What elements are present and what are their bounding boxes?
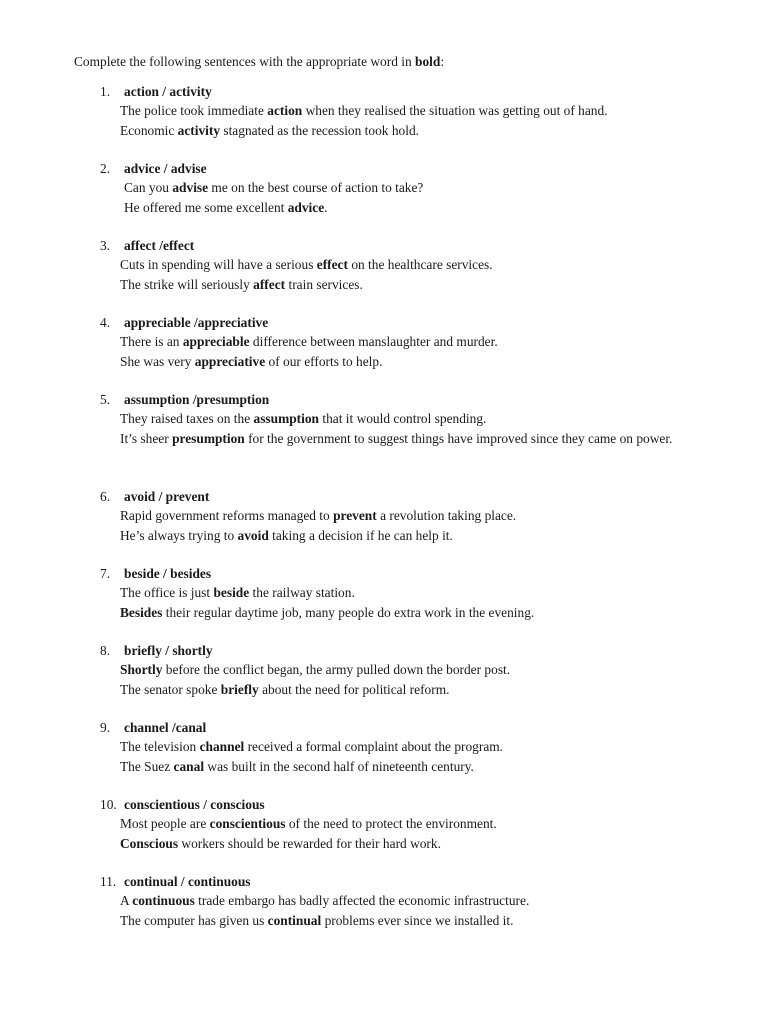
example-sentence [100,680,720,699]
example-sentence [100,409,720,428]
item-number: 4. [100,315,111,330]
sentence-text: The computer has given us [120,912,268,928]
sentence-text: The Suez [120,758,174,774]
item-heading-words: continual / continuous [124,874,251,889]
instruction-before: Complete the following sentences with the appropriate word in [74,54,416,69]
sentence-answer-word: effect [316,257,348,273]
item-heading-words: channel /canal [124,720,207,735]
sentence-text: A [120,893,133,909]
example-sentence [100,814,720,833]
sentence-answer-word: Shortly [120,662,163,678]
item-heading-words: appreciable /appreciative [124,315,269,330]
sentence-text: workers should be rewarded for their hard work. [178,835,441,851]
item-heading-words: assumption /presumption [124,392,270,407]
sentence-text: They raised taxes on the [120,411,254,427]
exercise-item-4 [100,313,720,371]
item-heading-words: beside / besides [124,566,212,581]
sentence-answer-word: affect [253,276,286,292]
sentence-answer-word: assumption [253,411,319,427]
item-number: 9. [100,720,111,735]
item-heading [100,718,720,737]
item-heading-words: advice / advise [124,161,207,176]
sentence-text: There is an [120,334,183,350]
item-heading [100,487,720,506]
sentence-text: a revolution taking place. [376,508,517,524]
item-number: 6. [100,489,111,504]
sentence-answer-word: Conscious [120,835,179,851]
sentence-answer-word: continual [267,912,322,928]
sentence-answer-word: Besides [120,604,163,620]
sentence-text: the railway station. [249,585,355,601]
sentence-text: when they realised the situation was getting out of hand. [302,103,608,119]
example-sentence [100,178,720,197]
exercise-item-9 [100,718,720,776]
sentence-answer-word: beside [213,585,250,601]
sentence-text: received a formal complaint about the program. [244,739,504,755]
exercise-item-5 [100,390,720,448]
sentence-text: Rapid government reforms managed to [120,508,334,524]
item-number: 8. [100,643,111,658]
sentence-answer-word: channel [199,739,245,755]
sentence-text: stagnated as the recession took hold. [220,122,419,138]
exercise-item-2 [100,159,720,217]
exercise-item-11 [100,872,720,930]
example-sentence [100,526,720,545]
instruction-bold: bold [415,54,441,69]
item-heading [100,564,720,583]
example-sentence [100,332,720,351]
item-heading [100,159,720,178]
sentence-text: their regular daytime job, many people do extra work in the evening. [162,604,535,620]
sentence-answer-word: continuous [132,893,195,909]
sentence-text: trade embargo has badly affected the economic infrastructure. [194,893,530,909]
exercise-item-1 [100,82,720,140]
sentence-answer-word: advise [172,180,209,196]
sentence-text: taking a decision if he can help it. [268,527,453,543]
sentence-text: The senator spoke [120,681,221,697]
sentence-text: The strike will seriously [120,276,254,292]
item-number: 3. [100,238,111,253]
item-heading-words: affect /effect [124,238,195,253]
exercise-item-8 [100,641,720,699]
sentence-answer-word: conscientious [209,816,286,832]
item-number: 7. [100,566,111,581]
item-heading-words: briefly / shortly [124,643,213,658]
example-sentence [100,757,720,776]
example-sentence [100,352,720,371]
exercise-item-3 [100,236,720,294]
item-heading [100,313,720,332]
sentence-answer-word: activity [177,122,221,138]
sentence-text: Economic [120,122,178,138]
example-sentence [100,834,720,853]
sentence-text: She was very [120,353,195,369]
example-sentence [100,660,720,679]
example-sentence [100,506,720,525]
sentence-answer-word: presumption [172,430,245,446]
sentence-text: of the need to protect the environment. [285,816,497,832]
item-heading-words: conscientious / conscious [124,797,265,812]
sentence-text: about the need for political reform. [258,681,450,697]
item-heading-words: action / activity [124,84,212,99]
example-sentence [100,255,720,274]
sentence-text: Most people are [120,816,210,832]
sentence-answer-word: prevent [333,508,377,524]
sentence-answer-word: action [267,103,303,119]
item-heading [100,872,720,891]
item-number: 10. [100,797,117,812]
example-sentence [100,198,720,217]
sentence-text: before the conflict began, the army pulled down the border post. [162,662,511,678]
sentence-text: that it would control spending. [319,411,487,427]
sentence-text: He offered me some excellent [124,199,288,215]
sentence-text: The television [120,739,200,755]
example-sentence [100,429,700,448]
sentence-text: difference between manslaughter and murder. [249,334,498,350]
sentence-text: The police took immediate [120,103,268,119]
sentence-text: me on the best course of action to take? [208,180,424,196]
example-sentence [100,603,720,622]
item-number: 11. [100,874,117,889]
sentence-text: The office is just [120,585,214,601]
example-sentence [100,911,720,930]
sentence-text: of our efforts to help. [265,353,383,369]
exercise-item-6 [100,487,720,545]
sentence-text: train services. [285,276,363,292]
sentence-answer-word: appreciative [194,353,266,369]
sentence-text: Can you [124,180,173,196]
sentence-answer-word: avoid [237,527,269,543]
instruction-text [74,52,444,71]
item-number: 1. [100,84,111,99]
example-sentence [100,891,720,910]
sentence-text: problems ever since we installed it. [321,912,514,928]
example-sentence [100,583,720,602]
sentence-text: . [324,199,328,215]
item-heading [100,236,720,255]
item-heading [100,795,720,814]
sentence-text: Cuts in spending will have a serious [120,257,317,273]
item-heading [100,390,720,409]
sentence-answer-word: canal [173,758,205,774]
sentence-text: He’s always trying to [120,527,238,543]
exercise-item-7 [100,564,720,622]
sentence-text: It’s sheer [120,430,173,446]
item-number: 2. [100,161,111,176]
example-sentence [100,101,720,120]
example-sentence [100,121,720,140]
sentence-text: was built in the second half of nineteenth century. [204,758,474,774]
sentence-text: on the healthcare services. [347,257,493,273]
sentence-text: for the government to suggest things have improved since they came on power. [244,430,673,446]
sentence-answer-word: advice [287,199,325,215]
example-sentence [100,275,720,294]
item-number: 5. [100,392,111,407]
exercise-item-10 [100,795,720,853]
sentence-answer-word: briefly [220,681,259,697]
sentence-answer-word: appreciable [182,334,250,350]
item-heading [100,82,720,101]
instruction-after: : [440,54,445,69]
item-heading [100,641,720,660]
example-sentence [100,737,720,756]
item-heading-words: avoid / prevent [124,489,210,504]
